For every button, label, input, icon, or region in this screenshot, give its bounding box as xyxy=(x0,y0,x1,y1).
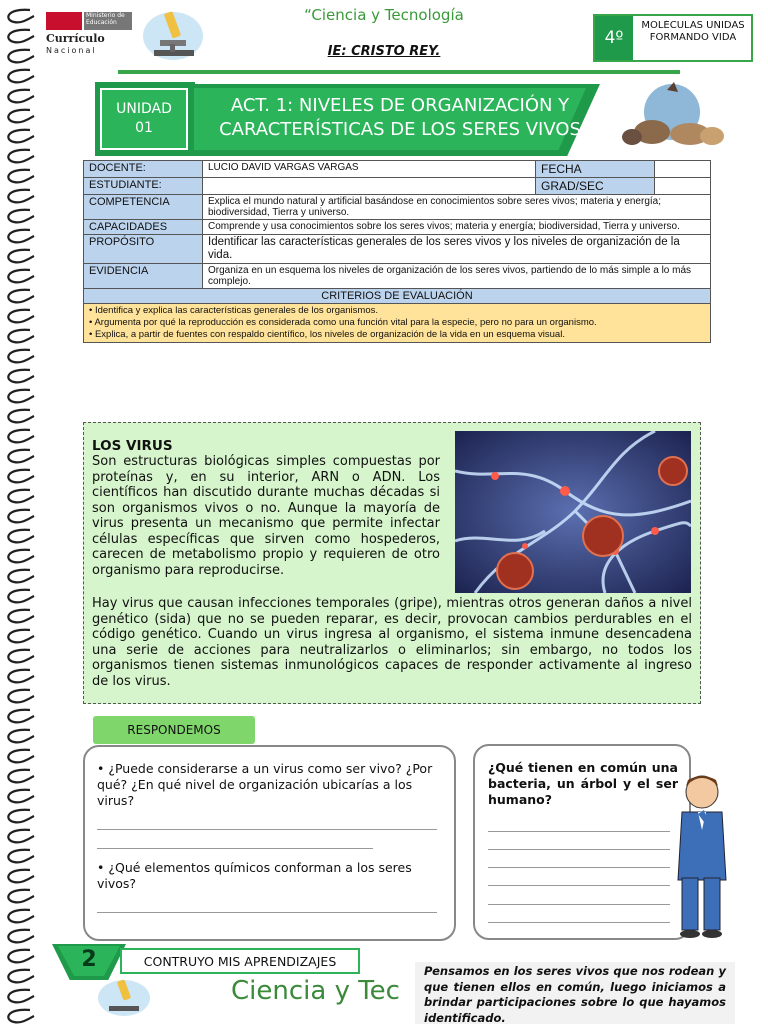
evidencia-label: EVIDENCIA xyxy=(84,264,203,289)
question-1: • ¿Puede considerarse a un virus como ser vivo? ¿Por qué? ¿En qué nivel de organización ubicarías a los virus? xyxy=(97,761,433,808)
fecha-field[interactable] xyxy=(655,161,711,178)
spiral-ring xyxy=(8,930,34,943)
unit-badge xyxy=(100,88,188,150)
spiral-ring xyxy=(8,910,34,923)
spiral-ring xyxy=(8,290,34,303)
grade-box xyxy=(593,14,753,62)
criterio-item: • Identifica y explica las características generales de los organismos. xyxy=(89,305,378,316)
spiral-ring xyxy=(8,150,34,163)
spiral-ring xyxy=(8,510,34,523)
criterio-item: • Argumenta por qué la reproducción es considerada como una función vital para la especie, pero no para un organismo. xyxy=(89,317,597,328)
logo-subtitle: Nacional xyxy=(46,46,97,55)
gradsec-label: GRAD/SEC xyxy=(536,178,655,195)
competencia-label: COMPETENCIA xyxy=(84,195,203,220)
fecha-label: FECHA xyxy=(536,161,655,178)
answer-line[interactable] xyxy=(488,831,670,832)
spiral-ring xyxy=(8,610,34,623)
spiral-ring xyxy=(8,430,34,443)
virus-title: LOS VIRUS xyxy=(92,438,173,454)
spiral-ring xyxy=(8,650,34,663)
footer-course-title: Ciencia y Tec xyxy=(231,976,400,1006)
virus-neurons-image xyxy=(455,431,691,593)
answer-line[interactable] xyxy=(97,848,373,849)
ministry-label: Ministerio de Educación xyxy=(84,12,132,30)
logo-title: Currículo xyxy=(46,32,105,45)
proposito-label: PROPÓSITO xyxy=(84,235,203,264)
spiral-ring xyxy=(8,750,34,763)
gradsec-field[interactable] xyxy=(655,178,711,195)
spiral-ring xyxy=(8,270,34,283)
question-3: ¿Qué tienen en común una bacteria, un árbol y el ser humano? xyxy=(488,760,678,807)
spiral-ring xyxy=(8,690,34,703)
footer-number: 2 xyxy=(81,947,97,972)
answer-line[interactable] xyxy=(97,829,437,830)
spiral-ring xyxy=(8,410,34,423)
answer-line[interactable] xyxy=(488,849,670,850)
spiral-ring xyxy=(8,210,34,223)
grade-number: 4º xyxy=(595,16,633,60)
capacidades-value: Comprende y usa conocimientos sobre los seres vivos; materia y energía; biodiversidad, Tierra y universo. xyxy=(203,220,711,235)
spiral-ring xyxy=(8,310,34,323)
spiral-ring xyxy=(8,490,34,503)
spiral-ring xyxy=(8,90,34,103)
footer-section-label: CONTRUYO MIS APRENDIZAJES xyxy=(120,948,360,974)
spiral-ring xyxy=(8,670,34,683)
proposito-value: Identificar las características generales de los seres vivos y los niveles de organización de la vida. xyxy=(203,235,711,264)
question-2: • ¿Qué elementos químicos conforman a los seres vivos? xyxy=(97,860,412,891)
docente-value: LUCIO DAVID VARGAS VARGAS xyxy=(203,161,536,178)
activity-title: ACT. 1: NIVELES DE ORGANIZACIÓN Y CARACTERÍSTICAS DE LOS SERES VIVOS xyxy=(219,95,581,140)
criterios-header: CRITERIOS DE EVALUACIÓN xyxy=(84,289,711,304)
spiral-ring xyxy=(8,110,34,123)
spiral-ring xyxy=(8,530,34,543)
spiral-ring xyxy=(8,470,34,483)
answer-line[interactable] xyxy=(488,867,670,868)
unit-theme: MOLÉCULAS UNIDAS FORMANDO VIDA xyxy=(641,20,745,43)
spiral-ring xyxy=(8,630,34,643)
spiral-ring xyxy=(8,770,34,783)
animals-illustration xyxy=(612,82,732,152)
spiral-ring xyxy=(8,70,34,83)
answer-line[interactable] xyxy=(97,912,437,913)
microscope-icon xyxy=(95,976,153,1016)
answer-line[interactable] xyxy=(488,885,670,886)
spiral-ring xyxy=(8,190,34,203)
spiral-ring xyxy=(8,790,34,803)
spiral-ring xyxy=(8,850,34,863)
criterio-item: • Explica, a partir de fuentes con respaldo científico, los niveles de organización de la vida en un esquema visual. xyxy=(89,329,565,340)
spiral-ring xyxy=(8,730,34,743)
docente-label: DOCENTE: xyxy=(84,161,203,178)
spiral-binding xyxy=(0,0,44,1024)
criterios-list xyxy=(84,304,711,343)
school-name: IE: CRISTO REY. xyxy=(327,44,441,59)
thinking-man-illustration xyxy=(668,770,736,940)
spiral-ring xyxy=(8,890,34,903)
virus-paragraph-1: Son estructuras biológicas simples compuestas por proteínas y, en su interior, ARN o ADN. Los científicos han discutido durante muchas décadas si son organismos vivos o no. Aunque la mayoría de virus presenta un mecanismo que permite infectar células específicas que sirven como hospederos, carecen de metabolismo propio y requieren de otro organismo para reproducirse. xyxy=(92,454,440,578)
estudiante-field[interactable] xyxy=(203,178,536,195)
spiral-ring xyxy=(8,590,34,603)
course-title: “Ciencia y Tecnología xyxy=(304,6,464,24)
unit-label: UNIDAD xyxy=(116,101,172,117)
respondemos-label: RESPONDEMOS xyxy=(93,716,255,744)
spiral-ring xyxy=(8,370,34,383)
spiral-ring xyxy=(8,350,34,363)
spiral-ring xyxy=(8,830,34,843)
spiral-ring xyxy=(8,710,34,723)
unit-number: 01 xyxy=(135,120,153,136)
answer-line[interactable] xyxy=(488,904,670,905)
answer-line[interactable] xyxy=(488,922,670,923)
spiral-ring xyxy=(8,1010,34,1023)
info-table xyxy=(83,160,711,343)
spiral-ring xyxy=(8,390,34,403)
competencia-value: Explica el mundo natural y artificial basándose en conocimientos sobre seres vivos; materia y energía; biodiversidad, Tierra y universo. xyxy=(203,195,711,220)
evidencia-value: Organiza en un esquema los niveles de organización de los seres vivos, partiendo de lo más simple a lo más complejo. xyxy=(203,264,711,289)
footer-note: Pensamos en los seres vivos que nos rodean y que tienen ellos en común, luego iniciamos a brindar participaciones sobre lo que hayamos identificado. xyxy=(424,964,726,1025)
header-divider xyxy=(118,70,680,74)
spiral-ring xyxy=(8,810,34,823)
spiral-ring xyxy=(8,30,34,43)
spiral-ring xyxy=(8,970,34,983)
spiral-ring xyxy=(8,250,34,263)
spiral-ring xyxy=(8,170,34,183)
spiral-ring xyxy=(8,550,34,563)
spiral-ring xyxy=(8,950,34,963)
capacidades-label: CAPACIDADES xyxy=(84,220,203,235)
virus-paragraph-2: Hay virus que causan infecciones temporales (gripe), mientras otros generan daños a nivel genético (sida) que no se pueden reparar, es decir, provocan cambios perdurables en el código genético. Cuando un virus ingresa al organismo, el sistema inmune desencadena una serie de acciones para neutralizarlos o eliminarlos; sin embargo, no todos los organismos tienen sistemas inmunológicos capaces de responder activamente al ingreso de los virus. xyxy=(92,596,692,689)
spiral-ring xyxy=(8,990,34,1003)
spiral-ring xyxy=(8,450,34,463)
spiral-ring xyxy=(8,230,34,243)
estudiante-label: ESTUDIANTE: xyxy=(84,178,203,195)
spiral-ring xyxy=(8,330,34,343)
spiral-ring xyxy=(8,870,34,883)
spiral-ring xyxy=(8,130,34,143)
spiral-ring xyxy=(8,570,34,583)
